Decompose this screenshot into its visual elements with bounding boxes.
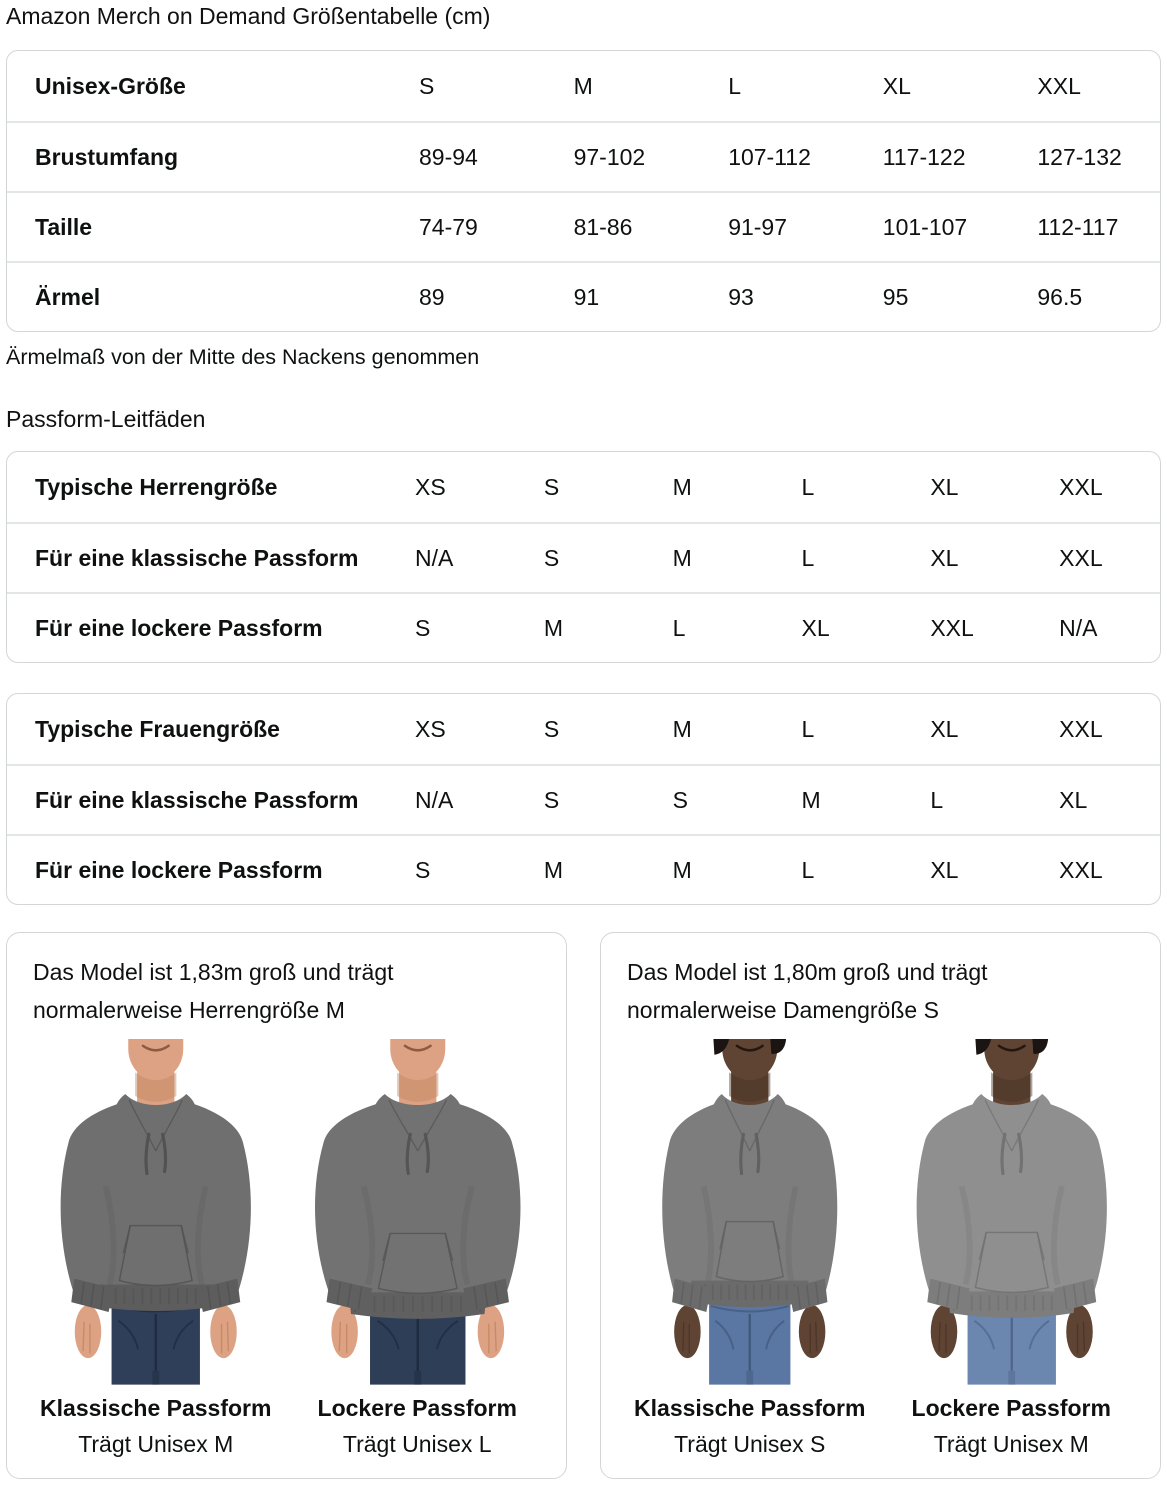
cell: L <box>672 614 686 641</box>
row-label: Für eine lockere Passform <box>35 614 323 641</box>
cell: L <box>801 473 815 500</box>
cell: XXL <box>1059 715 1103 742</box>
cell: M <box>543 614 563 641</box>
table-row <box>7 522 1160 592</box>
model-card-womens <box>600 932 1161 1479</box>
cell: 91-97 <box>728 213 788 240</box>
cell: XXL <box>930 614 974 641</box>
row-label: Unisex-Größe <box>35 72 186 99</box>
fit-label: Lockere Passform <box>317 1394 517 1421</box>
cell: S <box>415 614 431 641</box>
cell: 81-86 <box>573 213 633 240</box>
fit-guides-heading: Passform-Leitfäden <box>6 406 206 432</box>
table-row <box>7 764 1160 834</box>
mens-fit-table <box>6 451 1161 663</box>
cell: XL <box>882 72 911 99</box>
page-title: Amazon Merch on Demand Größentabelle (cm) <box>6 3 491 29</box>
cell: 117-122 <box>882 143 966 170</box>
fit-size-label: Trägt Unisex M <box>933 1430 1089 1457</box>
model-figure-classic <box>627 1039 873 1458</box>
row-label: Für eine klassische Passform <box>35 786 359 813</box>
cell: S <box>543 786 560 813</box>
cell: 89-94 <box>419 143 478 170</box>
cell: 96.5 <box>1037 283 1083 310</box>
cell: M <box>672 473 692 500</box>
model-card-mens <box>6 932 567 1479</box>
cell: 91 <box>573 283 600 310</box>
sleeve-measure-note: Ärmelmaß von der Mitte des Nackens genommen <box>6 345 480 369</box>
cell: M <box>543 856 563 883</box>
cell: S <box>543 715 560 742</box>
cell: S <box>672 786 688 813</box>
cell: 101-107 <box>882 213 968 240</box>
row-label: Typische Frauengröße <box>35 715 280 742</box>
fit-label: Klassische Passform <box>40 1394 272 1421</box>
row-label: Für eine klassische Passform <box>35 544 359 571</box>
cell: XXL <box>1037 72 1081 99</box>
model-figure-loose <box>889 1039 1135 1458</box>
cell: XS <box>415 473 446 500</box>
table-row <box>7 452 1160 522</box>
cell: 89 <box>419 283 445 310</box>
cell: N/A <box>1059 614 1098 641</box>
cell: M <box>801 786 821 813</box>
womens-fit-table <box>6 693 1161 905</box>
cell: M <box>672 544 692 571</box>
cell: L <box>801 544 815 571</box>
model-cards <box>6 932 1161 1479</box>
row-label: Typische Herrengröße <box>35 473 278 500</box>
table-row <box>7 51 1160 121</box>
cell: 97-102 <box>573 143 646 170</box>
cell: 93 <box>728 283 754 310</box>
unisex-size-table <box>6 50 1161 332</box>
row-label: Ärmel <box>35 283 101 310</box>
fit-size-label: Trägt Unisex L <box>342 1430 492 1457</box>
model-description: Das Model ist 1,80m groß und trägt normalerweise Damengröße S <box>627 959 988 1023</box>
model-description: Das Model ist 1,83m groß und trägt normalerweise Herrengröße M <box>33 959 394 1023</box>
cell: L <box>801 715 815 742</box>
cell: 127-132 <box>1037 143 1122 170</box>
model-figure-loose <box>295 1039 541 1458</box>
cell: S <box>543 544 560 571</box>
cell: XXL <box>1059 544 1103 571</box>
fit-label: Klassische Passform <box>634 1394 866 1421</box>
table-row <box>7 592 1160 662</box>
cell: 95 <box>882 283 909 310</box>
table-row <box>7 191 1160 261</box>
model-photo <box>295 1039 541 1385</box>
cell: N/A <box>415 786 454 813</box>
cell: XL <box>930 856 959 883</box>
cell: N/A <box>415 544 454 571</box>
cell: XL <box>930 544 959 571</box>
row-label: Brustumfang <box>35 143 179 170</box>
cell: 112-117 <box>1037 213 1119 240</box>
cell: XL <box>1059 786 1088 813</box>
cell: 107-112 <box>728 143 811 170</box>
cell: M <box>672 715 692 742</box>
cell: L <box>930 786 944 813</box>
table-row <box>7 121 1160 191</box>
fit-size-label: Trägt Unisex S <box>674 1430 826 1457</box>
cell: L <box>801 856 815 883</box>
row-label: Für eine lockere Passform <box>35 856 323 883</box>
cell: M <box>573 72 593 99</box>
table-row <box>7 694 1160 764</box>
table-row <box>7 834 1160 904</box>
model-photo <box>33 1039 279 1385</box>
cell: S <box>419 72 435 99</box>
cell: S <box>415 856 431 883</box>
fit-label: Lockere Passform <box>911 1394 1111 1421</box>
row-label: Taille <box>35 213 93 240</box>
cell: M <box>672 856 692 883</box>
cell: L <box>728 72 741 99</box>
model-photo <box>889 1039 1135 1385</box>
cell: XL <box>930 715 959 742</box>
cell: XL <box>801 614 830 641</box>
cell: 74-79 <box>419 213 478 240</box>
cell: XL <box>930 473 959 500</box>
cell: XXL <box>1059 473 1103 500</box>
fit-size-label: Trägt Unisex M <box>78 1430 234 1457</box>
cell: XXL <box>1059 856 1103 883</box>
cell: S <box>543 473 560 500</box>
cell: XS <box>415 715 446 742</box>
model-photo <box>627 1039 873 1385</box>
model-figure-classic <box>33 1039 279 1458</box>
table-row <box>7 261 1160 331</box>
